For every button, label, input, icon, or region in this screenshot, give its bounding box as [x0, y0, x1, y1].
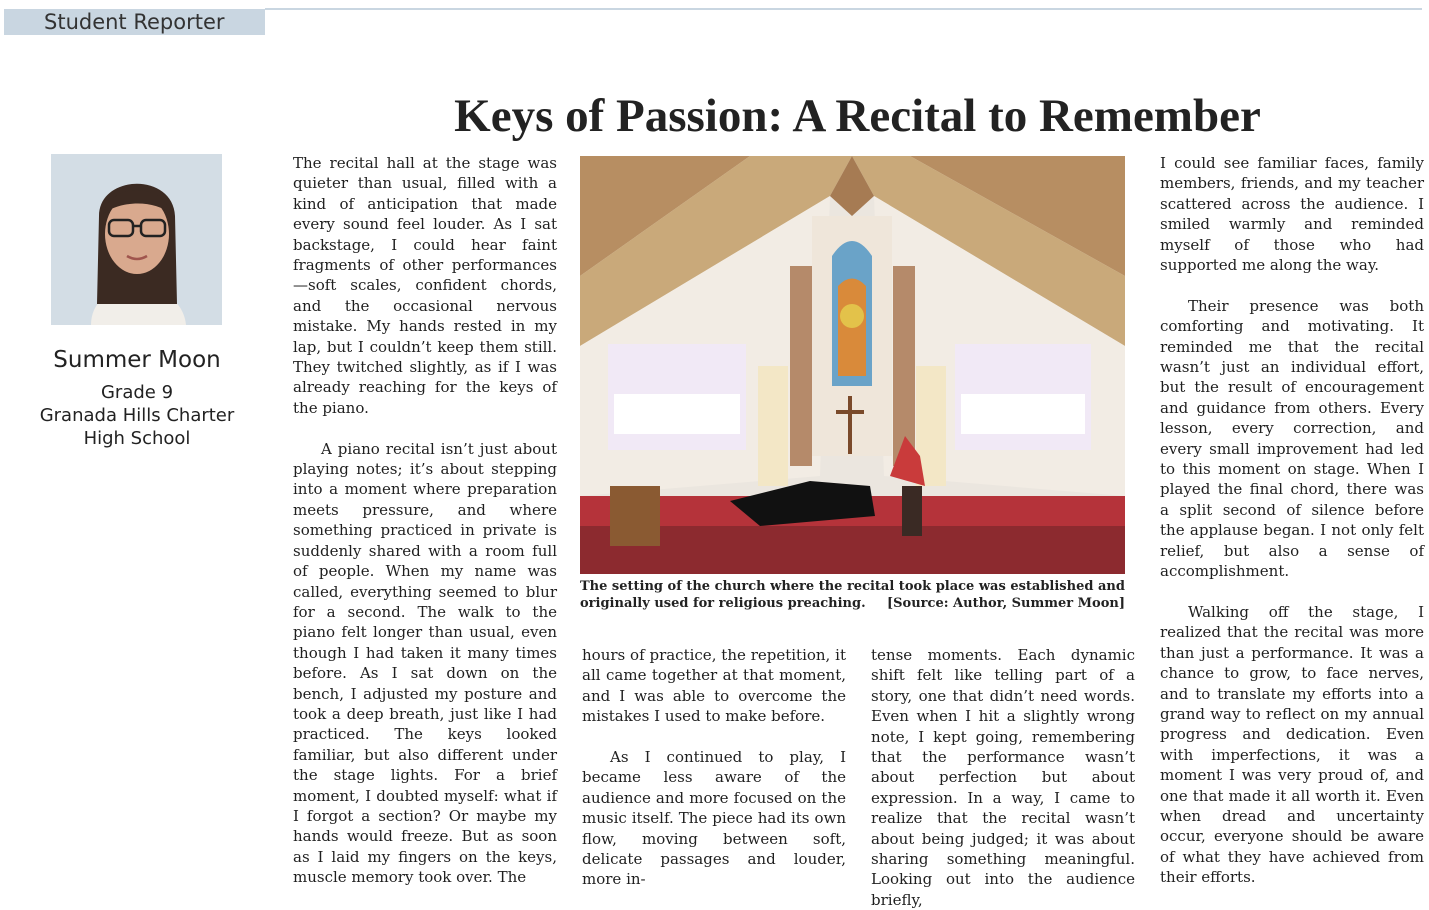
author-grade: Grade 9: [100, 382, 174, 403]
headline: Keys of Passion: A Recital to Remember: [454, 90, 1261, 143]
article-paragraph: Walking off the stage, I realized that the recital was more than just a performance. It was a chance to grow, to face nerves, and to translate my efforts into a grand way to reflect on my annual progress and dedication. Even with imperfections, it was a moment I was very proud of, and one that made it all worth it. Even when dread and uncertainty occur, everyone should be aware of what they have achieved from their efforts.: [1160, 602, 1424, 887]
article-column-1: [293, 153, 557, 896]
section-label: Student Reporter: [4, 9, 265, 35]
article-paragraph: Their presence was both comforting and motivating. It reminded me that the recital wasn’t just an individual effort, but the result of encouragement and guidance from others. Every lesson, every correction, and every small improvement had led to this moment on stage. When I played the final chord, there was a split second of silence before the applause began. I not only felt relief, but also a sense of accomplishment.: [1160, 296, 1424, 581]
article-paragraph: A piano recital isn’t just about playing notes; it’s about stepping into a moment where preparation meets pressure, and where something practiced in private is suddenly shared with a room full of people. When my name was called, everything seemed to blur for a second. The walk to the piano felt longer than usual, even though I had taken it many times before. As I sat down on the bench, I adjusted my posture and took a deep breath, just like I had practiced. The keys looked familiar, but also different under the stage lights. For a brief moment, I doubted myself: what if I forgot a section? Or maybe my hands would freeze. But as soon as I laid my fingers on the keys, muscle memory took over. The: [293, 439, 557, 887]
article-column-3: [871, 645, 1135, 909]
author-info: [8, 381, 266, 450]
top-rule: [265, 8, 1422, 10]
author-school-line2: High School: [83, 428, 191, 449]
article-paragraph: I could see familiar faces, family members, friends, and my teacher scattered across the audience. I smiled warmly and reminded myself of those who had supported me along the way.: [1160, 154, 1424, 275]
article-column-4: [1160, 153, 1424, 896]
article-paragraph: As I continued to play, I became less aware of the audience and more focused on the music itself. The piece had its own flow, moving between soft, delicate passages and louder, more in-: [582, 748, 846, 889]
article-paragraph: The recital hall at the stage was quieter than usual, filled with a kind of anticipation that made every sound feel louder. As I sat backstage, I could hear faint fragments of other performances—soft scales, confident chords, and the occasional nervous mistake. My hands rested in my lap, but I couldn’t keep them still. They twitched slightly, as if I was already reaching for the keys of the piano.: [293, 154, 557, 417]
author-name: Summer Moon: [53, 347, 221, 373]
photo-caption-text: The setting of the church where the recital took place was established and originally used for religious preaching.: [580, 579, 1125, 611]
article-column-2: [582, 645, 846, 896]
author-photo: [51, 154, 222, 325]
article-photo: [580, 156, 1125, 574]
article-paragraph: hours of practice, the repetition, it all came together at that moment, and I was able to overcome the mistakes I used to make before.: [582, 646, 846, 726]
author-school-line1: Granada Hills Charter: [39, 405, 235, 426]
article-paragraph: tense moments. Each dynamic shift felt like telling part of a story, one that didn’t need words. Even when I hit a slightly wrong note, I kept going, remembering that the performance wasn’t about perfection but about expression. In a way, I came to realize that the recital wasn’t about being judged; it was about sharing something meaningful. Looking out into the audience briefly,: [871, 646, 1135, 909]
photo-source: [Source: Author, Summer Moon]: [887, 596, 1125, 611]
photo-caption: [580, 578, 1125, 612]
